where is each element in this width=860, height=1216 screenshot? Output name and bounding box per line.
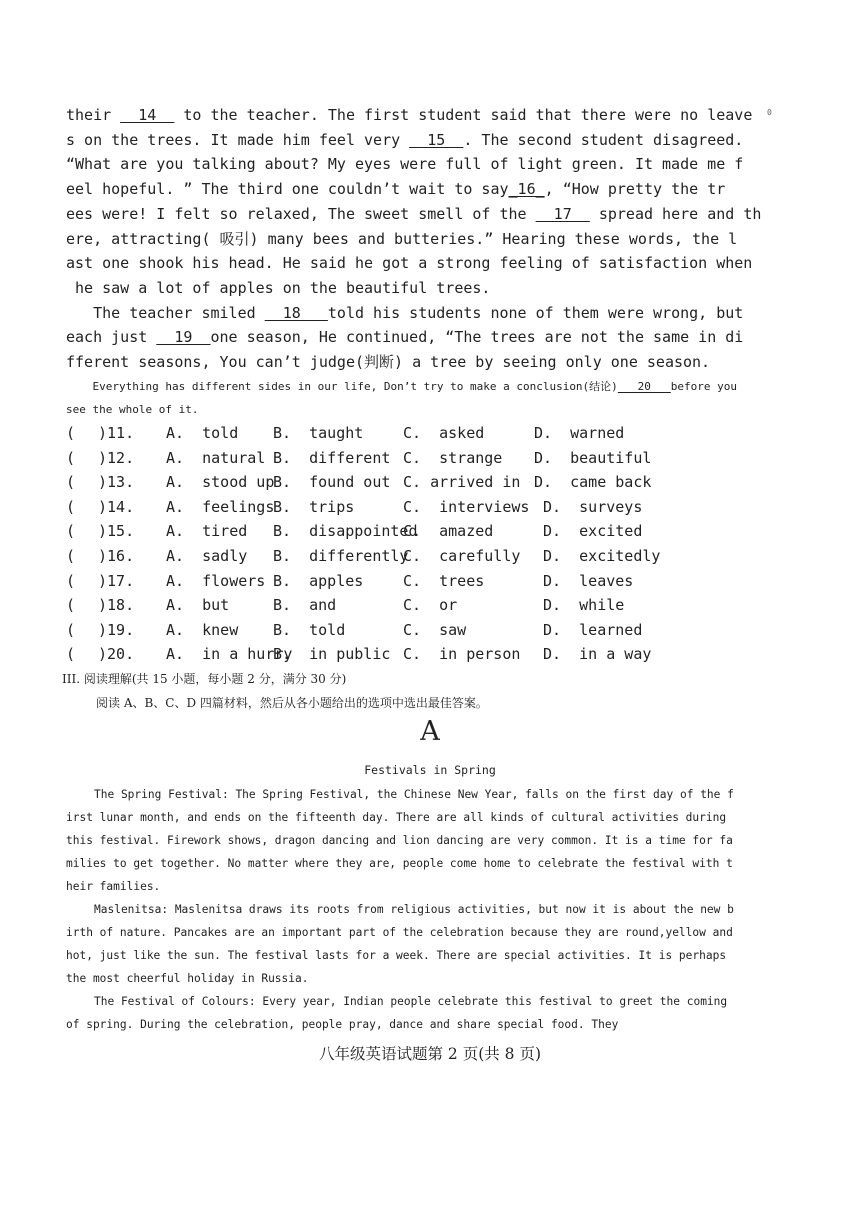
passage-title: Festivals in Spring	[364, 763, 496, 777]
answer-paren: (	[66, 522, 76, 541]
option-a: A. in a hurry	[166, 645, 293, 664]
passage-line	[66, 227, 736, 252]
option-c: C. saw	[403, 620, 467, 639]
answer-blank: 20	[617, 380, 671, 393]
passage-line	[66, 276, 736, 301]
option-b: B. told	[273, 620, 346, 639]
option-a: A. told	[166, 424, 239, 442]
option-c: C. arrived in	[403, 473, 521, 492]
passage-line	[66, 152, 744, 177]
passage-text: see the whole of it.	[66, 403, 199, 416]
passage-letter: A	[420, 716, 440, 747]
passage-text: spread here and th	[589, 204, 762, 223]
question-number: )15.	[98, 522, 135, 541]
answer-paren: (	[66, 546, 76, 565]
option-b: B. disappointed	[273, 522, 418, 541]
reading-paragraph: Maslenitsa: Maslenitsa draws its roots from religious activities, but now it is about the new birth of nature. Pancakes are an important part of the celebration because they are round,yellow and hot, just like the sun. The festival lasts for a week. There are special activities. It is perhaps the most cheerful holiday in Russia.	[66, 903, 734, 985]
question-number: )17.	[98, 571, 135, 590]
answer-blank: 17	[535, 204, 590, 223]
section-heading: III. 阅读理解(共 15 小题，每小题 2 分，满分 30 分)	[62, 672, 347, 686]
option-b: B. and	[273, 596, 337, 615]
answer-paren: (	[66, 596, 76, 615]
option-a: A. knew	[166, 620, 239, 639]
cloze-final-note	[66, 375, 736, 421]
passage-line	[66, 350, 736, 375]
passage-text: ere, attracting( 吸引) many bees and butteries.” Hearing these words, the l	[66, 229, 738, 248]
passage-text: ees were! I felt so relaxed, The sweet smell of the	[66, 204, 536, 223]
option-d: D. learned	[534, 620, 643, 639]
note-line-2	[66, 398, 736, 421]
passage-text: eel hopeful. ” The third one couldn’t wait to say	[66, 180, 509, 199]
passage-text: their	[66, 106, 121, 124]
option-d: D. came back	[534, 473, 652, 492]
option-c: C. asked	[403, 424, 485, 442]
cloze-passage	[66, 103, 762, 375]
passage-text: before you	[670, 380, 738, 393]
answer-paren: (	[66, 448, 76, 467]
option-d: D. warned	[534, 424, 625, 442]
option-d: D. excitedly	[534, 546, 661, 565]
page-footer: 八年级英语试题第 2 页(共 8 页)	[318, 1045, 542, 1063]
option-a: A. stood up	[166, 473, 275, 492]
option-a: A. natural	[166, 448, 266, 467]
note-line-1	[66, 375, 736, 398]
question-number: )11.	[98, 424, 135, 442]
option-a: A. feelings	[166, 497, 275, 516]
option-d: D. excited	[534, 522, 643, 541]
answer-paren: (	[66, 497, 76, 516]
passage-text: . The second student disagreed.	[463, 130, 744, 149]
passage-line	[66, 202, 762, 227]
passage-text: ast one shook his head. He said he got a strong feeling of satisfaction when	[66, 254, 753, 273]
answer-blank: 15	[409, 130, 464, 149]
answer-blank: 19	[156, 328, 211, 347]
answer-paren: (	[66, 571, 76, 590]
question-number: )16.	[98, 546, 135, 565]
answer-paren: (	[66, 645, 76, 664]
passage-text: , “How pretty the tr	[544, 180, 726, 199]
option-c: C. or	[403, 596, 458, 615]
answer-paren: (	[66, 424, 76, 442]
option-b: B. differently	[273, 546, 409, 565]
question-number: )14.	[98, 497, 135, 516]
answer-blank: 14	[120, 106, 175, 124]
reading-paragraph: The Festival of Colours: Every year, Indian people celebrate this festival to greet the coming of spring. During the celebration, people pray, dance and share special food. They	[66, 995, 728, 1031]
reading-passage	[66, 783, 736, 1036]
passage-line	[66, 301, 744, 326]
option-b: B. apples	[273, 571, 364, 590]
passage-text: each just	[66, 328, 157, 347]
option-c: C. in person	[403, 645, 521, 664]
passage-line	[66, 103, 753, 128]
option-b: B. taught	[273, 424, 364, 442]
option-d: D. while	[534, 596, 625, 615]
option-b: B. in public	[273, 645, 391, 664]
option-d: D. in a way	[534, 645, 652, 664]
question-number: )20.	[98, 645, 135, 664]
option-a: A. flowers	[166, 571, 266, 590]
option-a: A. but	[166, 596, 230, 615]
option-b: B. found out	[273, 473, 391, 492]
passage-text: one season, He continued, “The trees are not the same in di	[210, 328, 744, 347]
passage-text: Everything has different sides in our life, Don’t try to make a conclusion(结论)	[66, 380, 618, 393]
option-a: A. sadly	[166, 546, 248, 565]
option-c: C. interviews	[403, 497, 530, 516]
answer-blank: 18	[264, 303, 328, 322]
passage-text: he saw a lot of apples on the beautiful trees.	[66, 278, 491, 297]
answer-blank: _16_	[508, 180, 545, 199]
question-number: )13.	[98, 473, 135, 492]
passage-text: fferent seasons, You can’t judge(判断) a tree by seeing only one season.	[66, 353, 711, 372]
question-number: )19.	[98, 620, 135, 639]
passage-text: to the teacher. The first student said that there were no leave	[174, 106, 753, 124]
passage-text: The teacher smiled	[66, 303, 265, 322]
option-c: C. trees	[403, 571, 485, 590]
passage-line	[66, 177, 736, 202]
passage-text: s on the trees. It made him feel very	[66, 130, 410, 149]
margin-mark: 0	[767, 108, 772, 117]
passage-line	[66, 251, 753, 276]
question-number: )18.	[98, 596, 135, 615]
option-a: A. tired	[166, 522, 248, 541]
answer-paren: (	[66, 620, 76, 639]
reading-paragraph: The Spring Festival: The Spring Festival, the Chinese New Year, falls on the first day of the first lunar month, and ends on the fifteenth day. There are all kinds of cultural activities during this festival. Firework shows, dragon dancing and lion dancing are very common. It is a time for families to get together. No matter where they are, people come home to celebrate the festival with their families.	[66, 788, 734, 893]
option-c: C. carefully	[403, 546, 521, 565]
answer-paren: (	[66, 473, 76, 492]
question-number: )12.	[98, 448, 135, 467]
option-d: D. surveys	[534, 497, 643, 516]
option-b: B. different	[273, 448, 391, 467]
passage-line	[66, 128, 744, 153]
passage-text: “What are you talking about? My eyes were full of light green. It made me f	[66, 155, 744, 174]
option-c: C. amazed	[403, 522, 494, 541]
section-instruction: 阅读 A、B、C、D 四篇材料，然后从各小题给出的选项中选出最佳答案。	[96, 696, 488, 710]
passage-text: told his students none of them were wrong, but	[327, 303, 744, 322]
option-d: D. leaves	[534, 571, 634, 590]
passage-line	[66, 325, 744, 350]
option-b: B. trips	[273, 497, 355, 516]
option-d: D. beautiful	[534, 448, 652, 467]
option-c: C. strange	[403, 448, 503, 467]
